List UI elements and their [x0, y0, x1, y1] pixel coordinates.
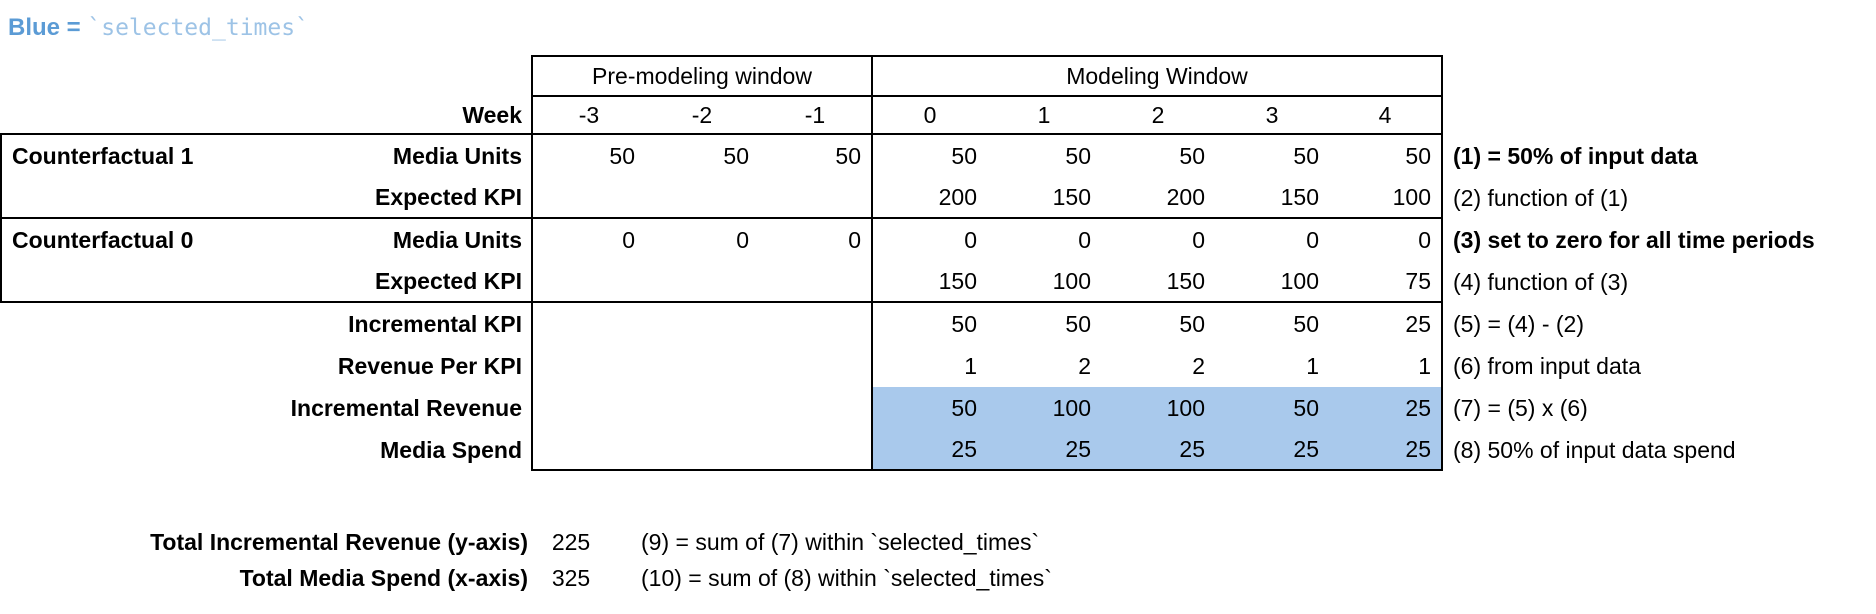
- week-cell: 4: [1329, 97, 1443, 135]
- row-annotation: (3) set to zero for all time periods: [1453, 226, 1815, 253]
- data-cell: [759, 345, 873, 387]
- row-annotation: (2) function of (1): [1453, 184, 1629, 211]
- row-annotation: (1) = 50% of input data: [1453, 142, 1698, 169]
- data-cell: 1: [1329, 345, 1443, 387]
- data-cell: 50: [1293, 142, 1319, 169]
- data-cell: [531, 429, 645, 471]
- week-cell: 2: [1101, 97, 1215, 135]
- row-annotation: (4) function of (3): [1453, 268, 1629, 295]
- data-cell: 150: [987, 177, 1101, 219]
- total-row: [0, 560, 1052, 596]
- data-cell: 150: [873, 261, 987, 303]
- week-cell: 1: [987, 97, 1101, 135]
- counterfactual-table: [0, 55, 1876, 471]
- data-cell-highlighted: 25: [987, 429, 1101, 471]
- data-cell-highlighted: 25: [1329, 387, 1443, 429]
- data-cell: 2: [1192, 352, 1205, 379]
- total-value: 325: [551, 564, 591, 591]
- data-cell: 50: [723, 142, 749, 169]
- week-cell: 0: [873, 97, 987, 135]
- week-label: Week: [0, 97, 531, 135]
- total-label: Total Incremental Revenue (y-axis): [150, 528, 528, 555]
- data-cell: [645, 387, 759, 429]
- row-label: Media Units: [392, 142, 522, 169]
- row-label: Incremental Revenue: [290, 394, 522, 421]
- data-cell-highlighted: 50: [873, 387, 987, 429]
- data-cell: [645, 303, 759, 345]
- data-cell: 50: [951, 310, 977, 337]
- group-label: Counterfactual 1: [12, 142, 194, 169]
- data-cell-highlighted: 25: [1215, 429, 1329, 471]
- data-cell: [531, 345, 645, 387]
- row-annotation: (5) = (4) - (2): [1453, 310, 1584, 337]
- data-cell: [759, 177, 873, 219]
- data-cell: 50: [759, 135, 873, 177]
- total-label: Total Media Spend (x-axis): [239, 564, 528, 591]
- legend-code: `selected_times`: [87, 15, 309, 41]
- data-cell: 150: [1101, 261, 1215, 303]
- data-cell: 1: [964, 352, 977, 379]
- header-pre-modeling-window: Pre-modeling window: [531, 55, 873, 97]
- data-cell-highlighted: 100: [987, 387, 1101, 429]
- legend: [8, 14, 309, 42]
- data-cell: 25: [1329, 303, 1443, 345]
- data-cell-highlighted: 25: [1101, 429, 1215, 471]
- row-label: Incremental KPI: [348, 310, 522, 337]
- total-value: 225: [551, 528, 591, 555]
- data-cell: 2: [1078, 352, 1091, 379]
- data-cell: [531, 261, 645, 303]
- row-header: [0, 135, 531, 177]
- data-cell: 50: [531, 135, 645, 177]
- data-cell: 0: [964, 226, 977, 253]
- data-cell: 100: [1215, 261, 1329, 303]
- data-cell: 0: [1192, 226, 1205, 253]
- row-annotation: (6) from input data: [1453, 352, 1641, 379]
- data-cell: 0: [1329, 219, 1443, 261]
- data-cell: 200: [1101, 177, 1215, 219]
- data-cell: 150: [1215, 177, 1329, 219]
- data-cell: 50: [1329, 135, 1443, 177]
- data-cell: 50: [1179, 310, 1205, 337]
- row-header: [0, 219, 531, 261]
- row-annotation: (7) = (5) x (6): [1453, 394, 1588, 421]
- data-cell: 50: [1065, 310, 1091, 337]
- total-row: [0, 524, 1052, 560]
- total-annotation: (9) = sum of (7) within `selected_times`: [641, 528, 1040, 555]
- data-cell: 100: [987, 261, 1101, 303]
- data-cell-highlighted: 25: [1329, 429, 1443, 471]
- data-cell: 100: [1329, 177, 1443, 219]
- data-cell: 0: [531, 219, 645, 261]
- header-spacer-right: [1443, 55, 1876, 97]
- row-label: Media Spend: [380, 436, 522, 463]
- row-label: Media Units: [392, 226, 522, 253]
- week-annotation-spacer: [1443, 97, 1876, 135]
- week-cell: 3: [1215, 97, 1329, 135]
- row-label: Expected KPI: [0, 261, 531, 303]
- total-annotation: (10) = sum of (8) within `selected_times`: [641, 564, 1052, 591]
- week-cell: -2: [645, 97, 759, 135]
- data-cell: 50: [1293, 310, 1319, 337]
- data-cell: [759, 387, 873, 429]
- data-cell: [531, 303, 645, 345]
- data-cell: 50: [1179, 142, 1205, 169]
- data-cell: 1: [1306, 352, 1319, 379]
- data-cell: 200: [873, 177, 987, 219]
- row-label: Expected KPI: [0, 177, 531, 219]
- data-cell: 0: [759, 219, 873, 261]
- data-cell: 0: [736, 226, 749, 253]
- row-annotation: (8) 50% of input data spend: [1453, 436, 1736, 463]
- data-cell: 50: [951, 142, 977, 169]
- data-cell: [759, 429, 873, 471]
- header-spacer-left: [0, 55, 531, 97]
- week-cell: -3: [531, 97, 645, 135]
- data-cell: 50: [1065, 142, 1091, 169]
- data-cell: [645, 429, 759, 471]
- data-cell-highlighted: 50: [1215, 387, 1329, 429]
- data-cell: [645, 177, 759, 219]
- data-cell: 0: [1306, 226, 1319, 253]
- week-cell: -1: [759, 97, 873, 135]
- data-cell: [531, 177, 645, 219]
- data-cell: [645, 345, 759, 387]
- group-label: Counterfactual 0: [12, 226, 194, 253]
- header-modeling-window: Modeling Window: [873, 55, 1443, 97]
- data-cell: [531, 387, 645, 429]
- data-cell: [759, 261, 873, 303]
- data-cell: [759, 303, 873, 345]
- data-cell-highlighted: 100: [1101, 387, 1215, 429]
- data-cell: 75: [1329, 261, 1443, 303]
- data-cell: [645, 261, 759, 303]
- row-label: Revenue Per KPI: [337, 352, 522, 379]
- totals-section: [0, 524, 1052, 596]
- legend-label: Blue =: [8, 14, 81, 41]
- data-cell: 0: [1078, 226, 1091, 253]
- data-cell-highlighted: 25: [873, 429, 987, 471]
